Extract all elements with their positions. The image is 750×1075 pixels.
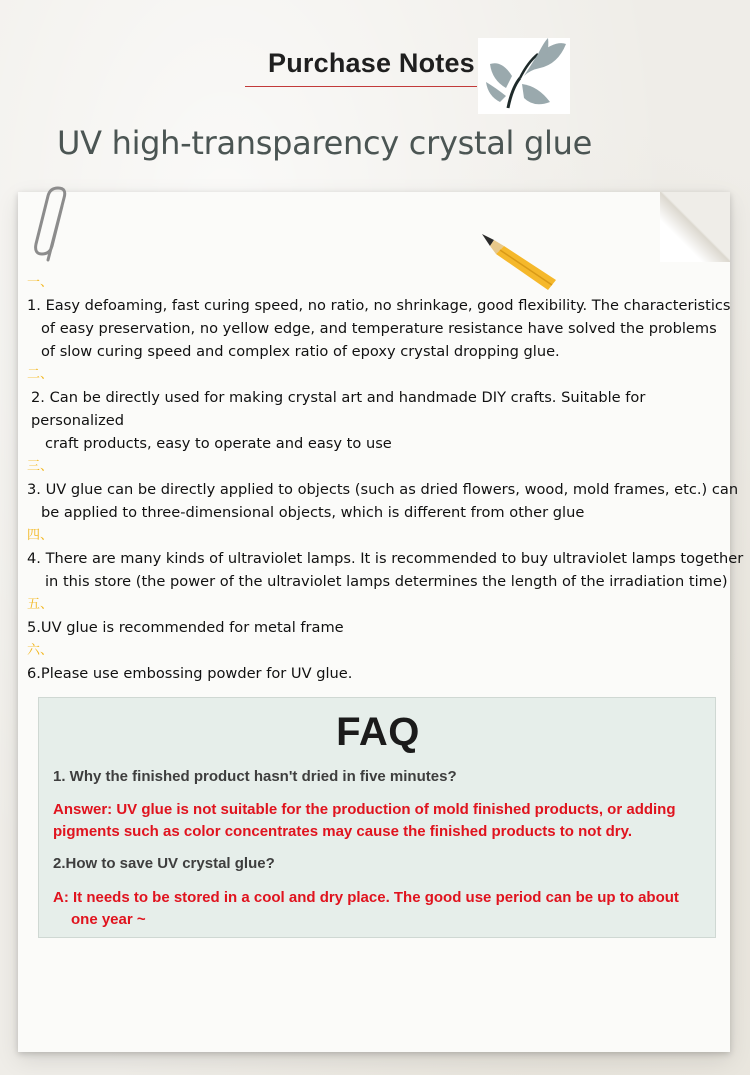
note-marker: 一、 — [27, 275, 54, 290]
note-item — [27, 363, 739, 455]
note-line: 2. Can be directly used for making crystal art and handmade DIY crafts. Suitable for personalized — [31, 389, 646, 429]
note-text — [27, 662, 739, 685]
note-line: craft products, easy to operate and easy to use — [45, 435, 392, 452]
note-text — [27, 294, 739, 363]
note-item — [27, 593, 739, 639]
faq-answer-line: Answer: UV glue is not suitable for the production of mold finished products, or adding — [53, 801, 676, 818]
title-underline — [245, 86, 477, 87]
note-text — [27, 386, 739, 455]
note-marker: 五、 — [27, 597, 54, 612]
note-line: 5.UV glue is recommended for metal frame — [27, 619, 344, 636]
note-line: 3. UV glue can be directly applied to objects (such as dried flowers, wood, mold frames, etc.) can — [27, 481, 739, 498]
paperclip-icon — [34, 184, 78, 264]
note-marker: 六、 — [27, 643, 54, 658]
leaf-icon — [478, 38, 570, 114]
note-line: 4. There are many kinds of ultraviolet lamps. It is recommended to buy ultraviolet lamps together — [27, 550, 744, 567]
note-line: be applied to three-dimensional objects, which is different from other glue — [41, 504, 585, 521]
document-title: UV high-transparency crystal glue — [57, 124, 592, 162]
note-text — [27, 478, 739, 524]
note-marker: 三、 — [27, 459, 54, 474]
note-marker: 二、 — [27, 367, 54, 382]
faq-answer-line: pigments such as color concentrates may cause the finished products to not dry. — [53, 823, 633, 840]
note-marker: 四、 — [27, 528, 54, 543]
notes-list — [27, 271, 744, 685]
faq-answer-2 — [53, 887, 703, 931]
note-item — [27, 455, 739, 524]
note-text — [27, 616, 739, 639]
faq-question-2: 2.How to save UV crystal glue? — [53, 855, 275, 872]
note-text — [27, 547, 744, 593]
note-line: 6.Please use embossing powder for UV glue. — [27, 665, 353, 682]
note-line: of slow curing speed and complex ratio of epoxy crystal dropping glue. — [41, 343, 560, 360]
faq-title: FAQ — [336, 710, 420, 754]
note-line: 1. Easy defoaming, fast curing speed, no ratio, no shrinkage, good flexibility. The characteristics — [27, 297, 731, 314]
section-title: Purchase Notes — [268, 48, 475, 78]
note-line: of easy preservation, no yellow edge, and temperature resistance have solved the problems — [41, 320, 717, 337]
note-line: in this store (the power of the ultraviolet lamps determines the length of the irradiation time) — [45, 573, 728, 590]
faq-question-1: 1. Why the finished product hasn't dried in five minutes? — [53, 768, 457, 785]
note-item — [27, 639, 739, 685]
faq-answer-line: A: It needs to be stored in a cool and dry place. The good use period can be up to about — [53, 889, 679, 906]
faq-section — [38, 697, 716, 938]
faq-answer-line: one year ~ — [71, 911, 146, 928]
note-item — [27, 524, 744, 593]
faq-answer-1 — [53, 799, 703, 843]
note-item — [27, 271, 739, 363]
